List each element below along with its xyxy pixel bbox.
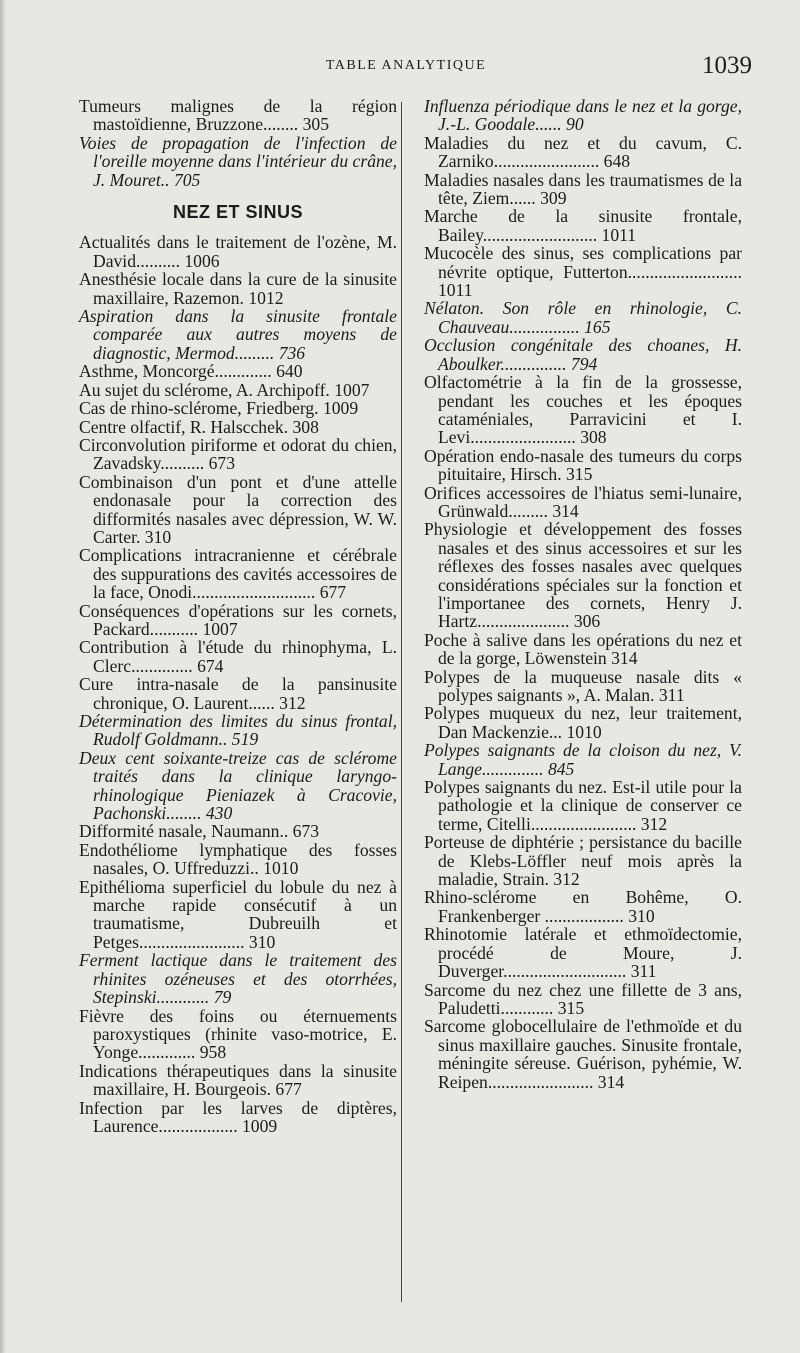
index-entry: Mucocèle des sinus, ses complications par névrite optique, Futterton.......................... 1011 <box>424 243 742 301</box>
index-entry: Marche de la sinusite frontale, Bailey.......................... 1011 <box>424 206 742 245</box>
index-entry: Indications thérapeutiques dans la sinusite maxillaire, H. Bourgeois. 677 <box>79 1060 397 1100</box>
index-entry: Sarcome du nez chez une fillette de 3 ans, Paludetti............ 315 <box>424 979 742 1018</box>
index-entry: Endothéliome lymphatique des fosses nasales, O. Uffreduzzi.. 1010 <box>79 839 397 879</box>
index-entry: Polypes de la muqueuse nasale dits « polypes saignants », A. Malan. 311 <box>424 666 742 705</box>
index-entry: Complications intracranienne et cérébrale des suppurations des cavités accessoires de la face, Onodi............................ 677 <box>79 545 397 603</box>
index-entry: Anesthésie locale dans la cure de la sinusite maxillaire, Razemon. 1012 <box>79 269 397 308</box>
index-entry: Polypes muqueux du nez, leur traitement, Dan Mackenzie... 1010 <box>424 703 742 742</box>
index-entry: Ferment lactique dans le traitement des rhinites ozéneuses et des otorrhées, Stepinski............ 79 <box>79 950 397 1008</box>
section-title: NEZ ET SINUS <box>172 202 303 223</box>
index-entry: Rhino-sclérome en Bohême, O. Frankenberger .................. 310 <box>424 887 742 926</box>
index-entry: Asthme, Moncorgé............. 640 <box>79 361 303 382</box>
index-entry: Maladies du nez et du cavum, C. Zarniko........................ 648 <box>424 132 742 172</box>
index-entry: Polypes saignants de la cloison du nez, V. Lange.............. 845 <box>424 740 742 779</box>
index-entry: Epithélioma superficiel du lobule du nez à marche rapide consécutif à un traumatisme, Dubreuilh et Petges........................ 310 <box>79 876 397 952</box>
index-entry: Polypes saignants du nez. Est-il utile pour la pathologie et la clinique de conserver ce terme, Citelli........................ 312 <box>424 777 742 834</box>
index-entry: Détermination des limites du sinus frontal, Rudolf Goldmann.. 519 <box>79 711 397 750</box>
index-entry: Orifices accessoires de l'hiatus semi-lunaire, Grünwald......... 314 <box>424 482 742 521</box>
index-entry: Sarcome globocellulaire de l'ethmoïde et du sinus maxillaire gauches. Sinusite frontale, méningite séreuse. Guérison, pyhémie, W. Reipen........................ 314 <box>424 1016 742 1092</box>
index-entry: Opération endo-nasale des tumeurs du corps pituitaire, Hirsch. 315 <box>424 445 742 485</box>
index-entry: Actualités dans le traitement de l'ozène, M. David.......... 1006 <box>79 232 397 271</box>
right-column <box>424 97 742 1091</box>
index-entry: Cas de rhino-sclérome, Friedberg. 1009 <box>79 398 359 419</box>
index-entry: Difformité nasale, Naumann.. 673 <box>79 821 320 842</box>
index-entry: Poche à salive dans les opérations du nez et de la gorge, Löwenstein 314 <box>424 629 742 669</box>
page-number: 1039 <box>702 52 752 79</box>
index-entry: Physiologie et développement des fosses nasales et des sinus accessoires et sur les réflexes des fosses nasales avec quelques considérations spéciales sur la fonction et l'importanee des cornets, Henry J. Hartz..................... 306 <box>424 519 742 632</box>
index-entry: Porteuse de diphtérie ; persistance du bacille de Klebs-Löffler neuf mois après la maladie, Strain. 312 <box>424 832 742 890</box>
index-entry: Circonvolution piriforme et odorat du chien, Zavadsky.......... 673 <box>79 434 397 474</box>
column-divider <box>401 102 402 1302</box>
index-entry: Au sujet du sclérome, A. Archipoff. 1007 <box>79 379 370 400</box>
index-entry: Aspiration dans la sinusite frontale comparée aux autres moyens de diagnostic, Mermod......... 736 <box>79 306 397 363</box>
index-entry: Conséquences d'opérations sur les cornets, Packard........... 1007 <box>79 600 397 639</box>
index-entry: Contribution à l'étude du rhinophyma, L. Clerc.............. 674 <box>79 637 397 676</box>
index-entry: Occlusion congénitale des choanes, H. Aboulker............... 794 <box>424 335 742 374</box>
index-entry: Nélaton. Son rôle en rhinologie, C. Chauveau................ 165 <box>424 298 742 337</box>
index-entry: Centre olfactif, R. Halscchek. 308 <box>79 416 319 437</box>
index-entry: Olfactométrie à la fin de la grossesse, pendant les couches et les époques cataméniales, Parravicini et I. Levi........................ 308 <box>424 372 742 448</box>
left-column <box>79 97 397 1135</box>
page-binding-edge <box>0 0 6 1353</box>
index-entry: Tumeurs malignes de la région mastoïdienne, Bruzzone........ 305 <box>79 96 397 135</box>
page-header <box>60 52 752 86</box>
index-entry: Maladies nasales dans les traumatismes de la tête, Ziem...... 309 <box>424 169 742 209</box>
index-entry: Voies de propagation de l'infection de l'oreille moyenne dans l'intérieur du crâne, J. Mouret.. 705 <box>79 132 397 190</box>
index-entry: Influenza périodique dans le nez et la gorge, J.-L. Goodale...... 90 <box>424 96 742 135</box>
index-entry: Rhinotomie latérale et ethmoïdectomie, procédé de Moure, J. Duverger............................ 311 <box>424 924 742 982</box>
index-entry: Combinaison d'un pont et d'une attelle endonasale pour la correction des difformités nasales avec dépression, W. W. Carter. 310 <box>79 471 397 547</box>
index-entry: Infection par les larves de diptères, Laurence.................. 1009 <box>79 1097 397 1136</box>
index-entry: Deux cent soixante-treize cas de sclérome traités dans la clinique laryngo-rhinologique Pieniazek à Cracovie, Pachonski........ 430 <box>79 747 397 824</box>
index-entry: Fièvre des foins ou éternuements paroxystiques (rhinite vaso-motrice, E. Yonge............. 958 <box>79 1005 397 1063</box>
index-entry: Cure intra-nasale de la pansinusite chronique, O. Laurent...... 312 <box>79 674 397 713</box>
running-title: TABLE ANALYTIQUE <box>325 58 487 73</box>
